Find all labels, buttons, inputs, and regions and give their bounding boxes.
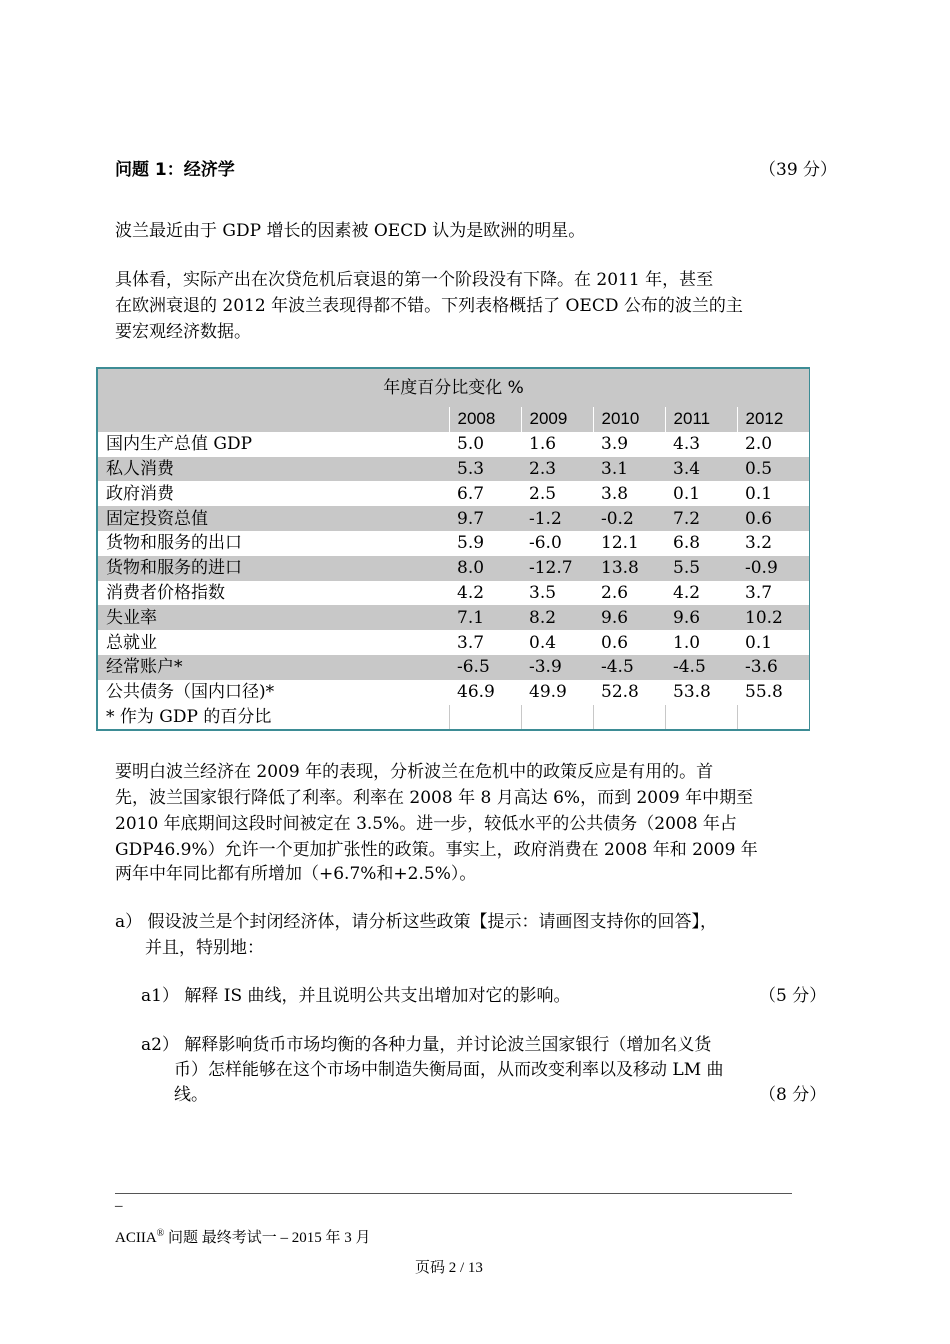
row-value: 2.6	[593, 581, 665, 606]
row-label: 经常账户*	[98, 655, 449, 680]
table-note-row	[98, 705, 809, 730]
question-title: 问题 1：经济学	[115, 160, 235, 180]
table-row	[98, 680, 809, 705]
row-value: 2.0	[737, 432, 809, 457]
row-value: 5.5	[665, 556, 737, 581]
table-body	[98, 432, 809, 705]
row-value: -6.5	[449, 655, 521, 680]
table-row	[98, 556, 809, 581]
question-a1-points: （5 分）	[759, 986, 827, 1006]
row-value: 52.8	[593, 680, 665, 705]
row-value: -4.5	[593, 655, 665, 680]
row-value: 7.2	[665, 506, 737, 531]
question-a2-line: a2） 解释影响货币市场均衡的各种力量，并讨论波兰国家银行（增加名义货	[141, 1035, 712, 1055]
footer-dash: –	[115, 1198, 123, 1214]
row-value: 0.5	[737, 457, 809, 482]
row-label: 公共债务（国内口径)*	[98, 680, 449, 705]
row-value: 4.2	[449, 581, 521, 606]
question-points: （39 分）	[759, 160, 838, 180]
row-label: 国内生产总值 GDP	[98, 432, 449, 457]
row-label: 失业率	[98, 605, 449, 630]
macro-data-table	[96, 367, 810, 731]
row-value: 3.7	[737, 581, 809, 606]
row-value: -1.2	[521, 506, 593, 531]
context-paragraph-line: 要宏观经济数据。	[115, 322, 251, 342]
year-header: 2008	[449, 407, 521, 432]
row-value: 1.0	[665, 630, 737, 655]
footer-brand: ACIIA	[115, 1230, 157, 1246]
context-paragraph-line: 在欧洲衰退的 2012 年波兰表现得都不错。下列表格概括了 OECD 公布的波兰的主	[115, 296, 743, 316]
row-label: 总就业	[98, 630, 449, 655]
row-value: 3.2	[737, 531, 809, 556]
year-header: 2011	[665, 407, 737, 432]
note-empty-cell	[521, 705, 593, 730]
row-value: 9.6	[665, 605, 737, 630]
row-value: -6.0	[521, 531, 593, 556]
row-value: 0.1	[737, 481, 809, 506]
row-value: 12.1	[593, 531, 665, 556]
policy-paragraph-line: 要明白波兰经济在 2009 年的表现，分析波兰在危机中的政策反应是有用的。首	[115, 762, 714, 782]
row-value: 2.3	[521, 457, 593, 482]
table-row	[98, 531, 809, 556]
row-value: -3.9	[521, 655, 593, 680]
footer-exam-info	[115, 1226, 371, 1247]
table-row	[98, 481, 809, 506]
registered-mark: ®	[156, 1228, 165, 1239]
footer-text: 问题 最终考试一 – 2015 年 3 月	[164, 1230, 371, 1246]
row-value: 1.6	[521, 432, 593, 457]
context-paragraph-line: 具体看，实际产出在次贷危机后衰退的第一个阶段没有下降。在 2011 年，甚至	[115, 270, 714, 290]
row-value: 8.2	[521, 605, 593, 630]
table-title-row	[98, 369, 809, 407]
note-empty-cell	[593, 705, 665, 730]
row-label: 固定投资总值	[98, 506, 449, 531]
table-header-row	[98, 407, 809, 432]
row-value: 55.8	[737, 680, 809, 705]
row-value: 0.6	[737, 506, 809, 531]
policy-paragraph-line: 2010 年底期间这段时间被定在 3.5%。进一步，较低水平的公共债务（2008 年占	[115, 814, 737, 834]
row-value: 6.8	[665, 531, 737, 556]
table-note: * 作为 GDP 的百分比	[98, 705, 449, 730]
question-a2-line: 币）怎样能够在这个市场中制造失衡局面，从而改变利率以及移动 LM 曲	[174, 1060, 724, 1080]
policy-paragraph-line: 先，波兰国家银行降低了利率。利率在 2008 年 8 月高达 6%，而到 2009 年中期至	[115, 788, 754, 808]
note-empty-cell	[665, 705, 737, 730]
year-header: 2012	[737, 407, 809, 432]
row-value: 0.1	[737, 630, 809, 655]
row-value: 8.0	[449, 556, 521, 581]
row-value: 53.8	[665, 680, 737, 705]
row-value: 7.1	[449, 605, 521, 630]
row-value: 3.8	[593, 481, 665, 506]
row-value: -12.7	[521, 556, 593, 581]
row-value: 9.6	[593, 605, 665, 630]
page-number: 页码 2 / 13	[415, 1260, 483, 1276]
question-a2-line: 线。	[174, 1085, 208, 1105]
row-value: -0.9	[737, 556, 809, 581]
row-value: 5.3	[449, 457, 521, 482]
question-a1: a1） 解释 IS 曲线，并且说明公共支出增加对它的影响。	[141, 986, 571, 1006]
row-value: 4.3	[665, 432, 737, 457]
row-label: 货物和服务的出口	[98, 531, 449, 556]
row-value: -4.5	[665, 655, 737, 680]
year-header: 2010	[593, 407, 665, 432]
policy-paragraph-line: 两年中年同比都有所增加（+6.7%和+2.5%）。	[115, 864, 477, 884]
row-label: 货物和服务的进口	[98, 556, 449, 581]
year-header: 2009	[521, 407, 593, 432]
row-value: 3.7	[449, 630, 521, 655]
row-value: 46.9	[449, 680, 521, 705]
row-value: 3.4	[665, 457, 737, 482]
intro-paragraph: 波兰最近由于 GDP 增长的因素被 OECD 认为是欧洲的明星。	[115, 221, 586, 241]
footer-rule	[115, 1193, 792, 1194]
row-value: 3.9	[593, 432, 665, 457]
row-value: 4.2	[665, 581, 737, 606]
row-value: 3.1	[593, 457, 665, 482]
policy-paragraph-line: GDP46.9%）允许一个更加扩张性的政策。事实上，政府消费在 2008 年和 2009 年	[115, 840, 758, 860]
note-empty-cell	[449, 705, 521, 730]
row-value: 13.8	[593, 556, 665, 581]
header-empty-cell	[98, 407, 449, 432]
question-a-line: a） 假设波兰是个封闭经济体，请分析这些政策【提示：请画图支持你的回答】，	[115, 912, 718, 932]
row-label: 政府消费	[98, 481, 449, 506]
row-value: 9.7	[449, 506, 521, 531]
row-value: 0.1	[665, 481, 737, 506]
table-row	[98, 581, 809, 606]
row-value: 3.5	[521, 581, 593, 606]
table-row	[98, 630, 809, 655]
row-value: 49.9	[521, 680, 593, 705]
table-row	[98, 506, 809, 531]
question-a2-points: （8 分）	[759, 1085, 827, 1105]
row-value: 0.6	[593, 630, 665, 655]
row-value: 2.5	[521, 481, 593, 506]
row-value: 5.9	[449, 531, 521, 556]
row-value: -3.6	[737, 655, 809, 680]
table-row	[98, 457, 809, 482]
row-value: 6.7	[449, 481, 521, 506]
table-row	[98, 605, 809, 630]
table-row	[98, 432, 809, 457]
row-label: 消费者价格指数	[98, 581, 449, 606]
row-label: 私人消费	[98, 457, 449, 482]
question-a-line: 并且，特别地：	[145, 938, 264, 958]
row-value: 0.4	[521, 630, 593, 655]
row-value: -0.2	[593, 506, 665, 531]
row-value: 10.2	[737, 605, 809, 630]
row-value: 5.0	[449, 432, 521, 457]
table-title: 年度百分比变化 %	[98, 369, 809, 407]
note-empty-cell	[737, 705, 809, 730]
table-row	[98, 655, 809, 680]
